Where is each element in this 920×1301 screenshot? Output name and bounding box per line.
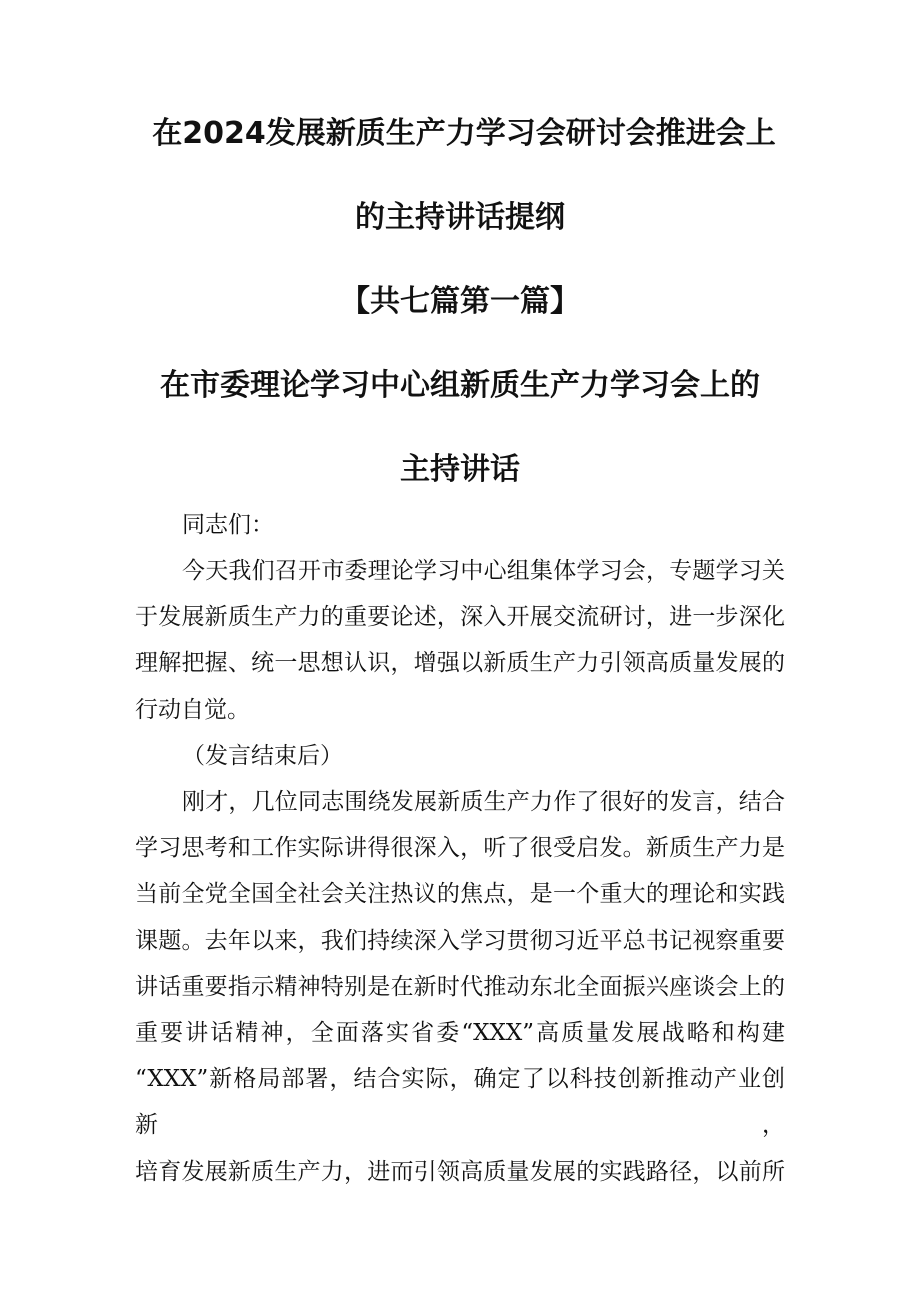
paragraph-line: 理解把握、统一思想认识，增强以新质生产力引领高质量发展的	[135, 650, 785, 677]
document-title-line-1: 在2024发展新质生产力学习会研讨会推进会上	[152, 116, 776, 151]
paragraph-line: 课题。去年以来，我们持续深入学习贯彻习近平总书记视察重要	[135, 927, 785, 954]
stage-note: （发言结束后）	[182, 743, 343, 769]
paragraph-line: 行动自觉。	[135, 696, 250, 723]
paragraph-line: 讲话重要指示精神特别是在新时代推动东北全面振兴座谈会上的	[135, 973, 785, 1000]
paragraph-line: 刚才，几位同志围绕发展新质生产力作了很好的发言，结合	[182, 789, 785, 815]
greeting: 同志们：	[182, 512, 274, 538]
paragraph-line: 培育发展新质生产力，进而引领高质量发展的实践路径，以前所	[135, 1158, 785, 1185]
paragraph-line: 于发展新质生产力的重要论述，深入开展交流研讨，进一步深化	[135, 604, 785, 631]
paragraph-opening	[135, 548, 785, 733]
paragraph-line: “XXX”新格局部署，结合实际，确定了以科技创新推动产业创新，	[135, 1066, 785, 1139]
speech-title-line-1: 在市委理论学习中心组新质生产力学习会上的	[160, 368, 760, 403]
paragraph-line: 重要讲话精神，全面落实省委“XXX”高质量发展战略和构建	[135, 1020, 785, 1047]
paragraph-line: 学习思考和工作实际讲得很深入，听了很受启发。新质生产力是	[135, 835, 785, 862]
document-title-line-2: 的主持讲话提纲	[355, 200, 565, 235]
paragraph-line: 今天我们召开市委理论学习中心组集体学习会，专题学习关	[182, 558, 785, 584]
paragraph-line: 当前全党全国全社会关注热议的焦点，是一个重大的理论和实践	[135, 881, 785, 908]
series-label: 【共七篇第一篇】	[340, 284, 580, 319]
paragraph-main	[135, 779, 785, 1195]
speech-title-line-2: 主持讲话	[400, 452, 520, 487]
